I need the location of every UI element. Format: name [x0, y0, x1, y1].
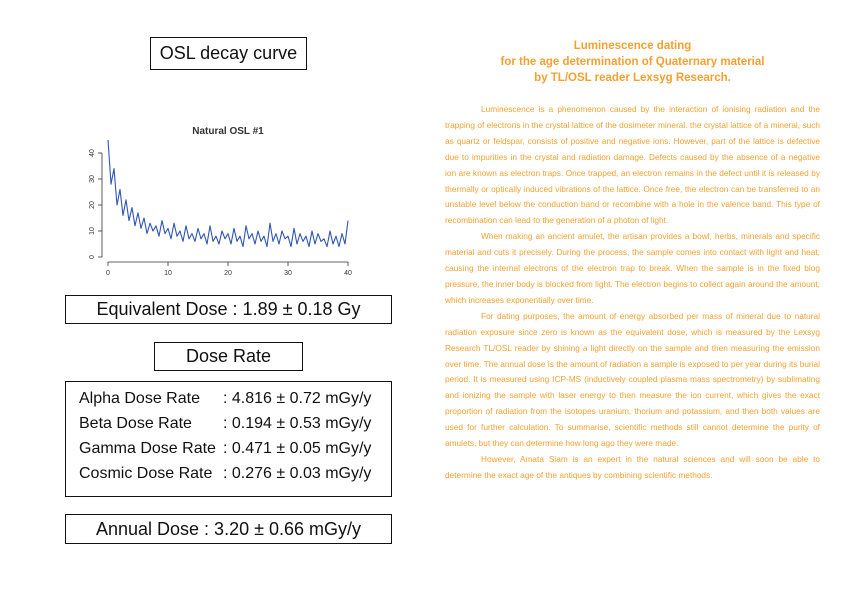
dose-rate-title-box [154, 342, 303, 371]
article-title [445, 38, 820, 86]
y-tick-label: 0 [89, 255, 96, 259]
annual-dose-text: Annual Dose : 3.20 ± 0.66 mGy/y [95, 518, 362, 539]
osl-title-box [150, 37, 307, 70]
dose-rate-row-alpha [79, 390, 371, 408]
article-title-line: by TL/OSL reader Lexsyg Research. [534, 72, 731, 84]
dose-rate-row-cosmic [79, 465, 371, 483]
dose-rate-value: : 0.276 ± 0.03 mGy/y [223, 465, 372, 482]
article-body [445, 102, 820, 484]
article-title-line: for the age determination of Quaternary material [500, 56, 765, 68]
dose-rate-value: : 4.816 ± 0.72 mGy/y [223, 390, 372, 407]
dose-rate-label: Beta Dose Rate [79, 415, 192, 432]
equivalent-dose-box [65, 295, 392, 324]
annual-dose-box [65, 514, 392, 544]
dose-rate-title: Dose Rate [185, 346, 272, 366]
dose-rate-label: Gamma Dose Rate [79, 440, 216, 457]
x-tick-label: 0 [106, 270, 110, 277]
equivalent-dose-text: Equivalent Dose : 1.89 ± 0.18 Gy [96, 299, 361, 319]
x-tick-label: 10 [164, 270, 172, 277]
y-tick-label: 10 [89, 227, 96, 235]
dose-rate-value: : 0.194 ± 0.53 mGy/y [223, 415, 372, 432]
dose-rates-box [65, 381, 392, 497]
dose-rate-row-gamma [79, 440, 371, 458]
series-line [108, 140, 348, 247]
y-tick-label: 30 [89, 175, 96, 183]
y-tick-label: 20 [89, 201, 96, 209]
x-tick-label: 40 [344, 270, 352, 277]
dose-rate-value: : 0.471 ± 0.05 mGy/y [223, 440, 372, 457]
osl-title: OSL decay curve [159, 43, 298, 63]
dose-rate-label: Cosmic Dose Rate [79, 465, 213, 482]
article-paragraph: Luminescence is a phenomenon caused by the interaction of ionising radiation and the trapping of electrons in the crystal lattice of the dosimeter mineral. the crystal lattice of a mineral, such as quartz or feldspar, consists of positive and negative ions. However, part of the lattice is defective due to impurities in the crystal and radiation damage. Defects caused by the absence of a negative ion are known as electron traps. Once trapped, an electron remains in the defect until it is released by thermally or optically induced vibrations of the lattice. Once free, the electron can be transferred to an unstable level below the conduction band or recombine with a hole in the valence band. This type of recombination can lead to the generation of a photon of light. [445, 104, 820, 226]
article [445, 38, 820, 484]
y-tick-label: 40 [89, 149, 96, 157]
x-tick-label: 30 [284, 270, 292, 277]
article-paragraph: However, Amata Siam is an expert in the natural sciences and will soon be able to determine the exact age of the antiques by combining scientific methods. [445, 453, 820, 480]
dose-rate-label: Alpha Dose Rate [79, 390, 200, 407]
chart-title: Natural OSL #1 [192, 126, 264, 137]
article-paragraph: When making an ancient amulet, the artisan provides a bowl, herbs, minerals and specific material and cuts it precisely. During the process, the sample comes into contact with light and heat, causing the internal electrons of the electron trap to break. When the sample is in the fixed blog pressure, the inner body is blocked from light. The electron begins to collect again around the amount, which increases exponentially over time. [445, 231, 820, 305]
x-tick-label: 20 [224, 270, 232, 277]
article-title-line: Luminescence dating [573, 40, 692, 52]
dose-rate-row-beta [79, 415, 371, 433]
article-paragraph: For dating purposes, the amount of energy absorbed per mass of mineral due to natural radiation exposure since zero is known as the equivalent dose, which is measured by the Lexsyg Research TL/OSL reader by shining a light directly on the sample and then measuring the emission over time. The annual dose is the amount of radiation a sample is exposed to per year during its burial period. It is measured using ICP-MS (inductively coupled plasma mass spectrometry) by sublimating and ionizing the sample with laser energy to then measure the ion current, which gives the exact proportion of radiation from the isotopes uranium, thorium and potassium, and then both values are used for further calculation. To summarise, scientific methods still cannot determine the purity of amulets, but they can determine how long ago they were made. [445, 310, 820, 449]
osl-decay-chart [78, 120, 368, 277]
